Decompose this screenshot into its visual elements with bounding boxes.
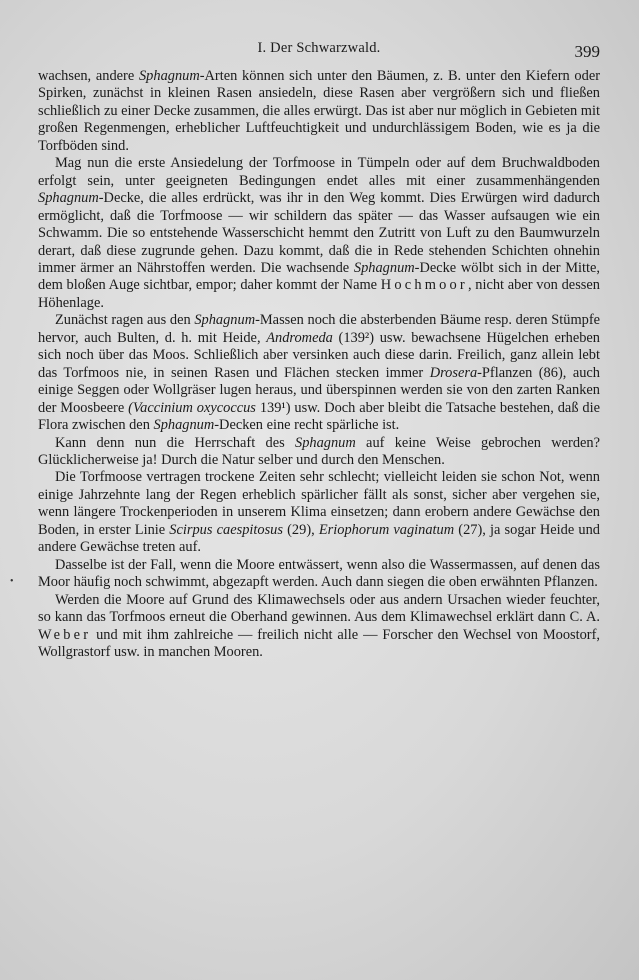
paragraph-text: Dasselbe ist der Fall, wenn die Moore entwässert, wenn also die Wassermassen, auf denen das Moor häufig noch schwimmt, abgezapft werden. Auch dann siegen die oben erwähnten Pflanzen.	[38, 556, 600, 591]
paragraph-text: und mit ihm zahlreiche — freilich nicht alle — Forscher den Wechsel von Moostorf, Wollgrastorf usw. in manchen Mooren.	[38, 626, 600, 660]
paragraph-text: -Arten können sich unter den Bäumen, z. B. unter den Kiefern oder Spirken, zunächst in kleinen Rasen ansiedeln, diese Rasen aber vergrößern sich und fließen schließlich zu einer Decke zusammen, die alles erwürgt. Das ist aber nur möglich in Gebieten mit großen Regenmengen, erheblicher Luftfeuchtigkeit und undurchlässigem Boden, wie es ja die Torfböden sind.	[38, 68, 600, 154]
paragraph-text: -Decke wölbt sich in der Mitte, dem bloßen Auge sichtbar, empor; daher kommt der Name	[38, 259, 600, 294]
paragraph-text: (29),	[282, 521, 319, 538]
margin-mark: •	[10, 576, 14, 587]
italic-text: (Vaccinium oxycoccus	[128, 399, 256, 416]
italic-text: Andromeda	[266, 329, 333, 346]
paragraph	[38, 68, 600, 155]
italic-text: Sphagnum	[38, 190, 99, 207]
paragraph	[38, 557, 600, 592]
paragraph	[38, 312, 600, 434]
page-number: 399	[574, 42, 600, 61]
paragraph	[38, 435, 600, 470]
paragraph-text: Kann denn nun die Herrschaft des	[55, 434, 295, 451]
paragraph-text: -Massen noch die absterbenden Bäume resp. deren Stümpfe hervor, auch Bulten, d. h. mit Heide,	[38, 312, 601, 346]
spaced-text: Hochmoor	[380, 277, 468, 294]
paragraph-text: Die Torfmoose vertragen trockene Zeiten sehr schlecht; vielleicht leiden sie schon Not, wenn einige Jahrzehnte lang der Regen erheblich spärlicher fällt als sonst, sicher aber vergehen sie, wenn längere Trockenperioden in unserem Klima einsetzen; dann erobern andere Gewächse den Boden, in erster Linie	[38, 469, 600, 538]
spaced-text: Weber	[38, 626, 92, 643]
paragraph-text: auf keine Weise gebrochen werden? Glücklicherweise ja! Durch die Natur selber und durch den Menschen.	[38, 434, 600, 468]
paragraph-text: -Pflanzen (86), auch einige Seggen oder Wollgräser lugen heraus, und überspinnen werden sie von den zarten Ranken der Moosbeere	[38, 364, 600, 416]
paragraph-text: -Decken eine recht spärliche ist.	[214, 417, 400, 434]
paragraph-text: 139¹) usw. Doch aber bleibt die Tatsache bestehen, daß die Flora zwischen den	[38, 399, 600, 434]
italic-text: Sphagnum	[295, 434, 356, 451]
paragraph-text: Werden die Moore auf Grund des Klimawechsels oder aus andern Ursachen wieder feuchter, so kann das Torfmoos erneut die Oberhand gewinnen. Aus dem Klimawechsel erklärt dann C. A.	[38, 591, 600, 626]
book-page	[38, 34, 600, 661]
body-text	[38, 68, 600, 661]
italic-text: Eriophorum vaginatum	[318, 521, 455, 538]
paragraph-text: (139²) usw. bewachsene Hügelchen erheben sich noch über das Moos. Schließlich aber versinken auch diese darin. Freilich, ganz allein lebt das Torfmoos nie, in seinen Rasen und Flächen stecken immer	[38, 329, 600, 381]
paragraph-text: , nicht aber von dessen Höhenlage.	[38, 277, 600, 311]
paragraph	[38, 155, 600, 312]
running-head: I. Der Schwarzwald.	[257, 40, 381, 56]
paragraph-text: (27), ja sogar Heide und andere Gewächse treten auf.	[38, 521, 600, 556]
paragraph	[38, 469, 600, 556]
italic-text: Sphagnum	[353, 259, 415, 276]
italic-text: Scirpus caespitosus	[169, 521, 283, 538]
paragraph-text: Mag nun die erste Ansiedelung der Torfmoose in Tümpeln oder auf dem Bruchwaldboden erfolgt sein, unter geeigneten Bedingungen endet alles mit einer zusammenhängenden	[38, 155, 600, 189]
paragraph-text: wachsen, andere	[38, 68, 139, 84]
page-header	[38, 34, 600, 68]
italic-text: Sphagnum	[138, 68, 200, 84]
paragraph-text: Zunächst ragen aus den	[55, 312, 195, 329]
italic-text: Sphagnum	[194, 312, 256, 329]
paragraph-text: -Decke, die alles erdrückt, was ihr in den Weg kommt. Dies Erwürgen wird dadurch ermöglicht, daß die Torfmoose — wir schildern das später — das Wasser aufsaugen wie ein Schwamm. Die so entstehende Wasserschicht hemmt den Zutritt von Luft zu den Baumwurzeln derart, daß diese zugrunde gehen. Dazu kommt, daß die in Rede stehenden Schichten ohnehin immer ärmer an Nährstoffen werden. Die wachsende	[38, 190, 600, 276]
italic-text: Sphagnum	[153, 417, 215, 434]
paragraph	[38, 592, 600, 662]
italic-text: Drosera	[429, 364, 478, 381]
